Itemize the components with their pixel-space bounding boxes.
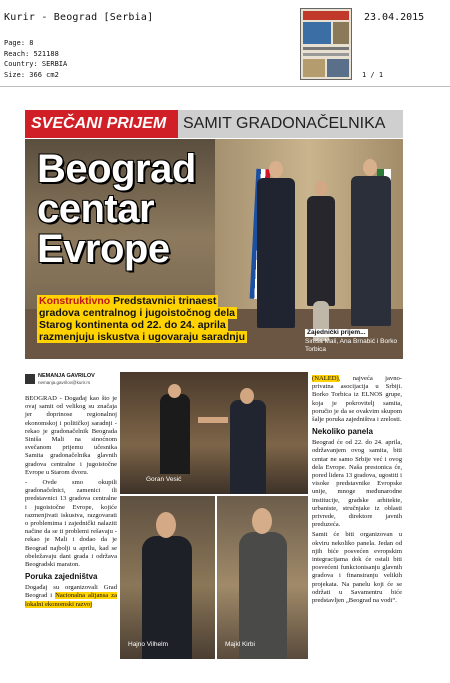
meta-size: Size: 366 cm2 (4, 70, 59, 79)
subheadline-lead: Konstruktivno (39, 295, 111, 307)
highlighted-text: Nacionalna alijansa za lokalni ekonomski razvoj (25, 592, 117, 608)
kicker-gray: SAMIT GRADONAČELNIKA (183, 115, 386, 132)
paragraph: Samit će biti organizovan u okviru nekoliko panela. Jedan od njih biće posvećen evropskim integracijama dok će ostali biti posvećeni funkcionisanju glavnih gradova i finansiranju velikih projekata. Na panelu koji će se održati u Savamentru biće predstavljen „Beograd na vodi“. (312, 531, 402, 605)
author-photo-icon (25, 374, 35, 384)
clip-source: Kurir - Beograd [Serbia] (4, 12, 154, 23)
subheadline-line: razmenjuju iskustva i ugovaraju saradnju (39, 331, 245, 343)
meta-country: Country: SERBIA (4, 60, 68, 68)
paragraph: Beograd će od 22. do 24. aprila, održavanjem ovog samita, biti centar ne samo Srbije već i ovog dela Evrope. Naša prestonica će, pored lidera 13 gradova, ugostiti i visoke predstavnike Evropske unije, mnoge međunarodne institucije, gradske arhitekte, urbaniste, stručnjake iz oblasti privrede, direktore javnih preduzeća. (312, 439, 402, 529)
headline-line: centar (37, 187, 155, 231)
paragraph-text: , najveća javno-privatna asocijacija u Srbiji. Borko Torbica iz ELNOS grupe, koja je pokrovitelj samita, poručio je da se ovakvim skupom šalje poruka zajedništva i zrelosti. (312, 375, 402, 424)
subheadline (37, 295, 287, 343)
photo-caption: Majkl Kirbi (225, 641, 255, 648)
paragraph: - Ovde smo okupili gradonačelnici, zamenici ili predstavnici 13 gradova centralne i jugoistočne Evrope, kojiće razmenjivati iskustva, razgovarati o problemima i zajednički nalaziti načine da se ti problemi rešavaju - rekao je Mali i dodao da je Beograd najbolji u aprilu, kad se obeležavaju dani grada i održava Beogradski maraton. (25, 479, 117, 569)
section-heading: Nekoliko panela (312, 427, 373, 437)
meta-reach: Reach: 521188 (4, 49, 59, 58)
paragraph-text: Događaj su organizovali Grad Beograd i (25, 584, 117, 600)
headline-line: Evrope (37, 227, 170, 271)
photo-caption: Hajno Vilhelm (128, 641, 168, 648)
clip-meta (4, 38, 67, 80)
kicker-red: SVEČANI PRIJEM (25, 110, 178, 138)
clip-date: 23.04.2015 (364, 12, 425, 23)
highlighted-text: (NALED) (312, 375, 339, 382)
meta-page: Page: 8 (4, 39, 34, 47)
subheadline-line: Starog kontinenta od 22. do 24. aprila (39, 319, 226, 331)
page-count: 1 / 1 (362, 71, 384, 79)
headline-line: Beograd (37, 147, 196, 191)
subheadline-line: gradova centralnog i jugoistočnog dela (39, 307, 236, 319)
subheadline-line: Predstavnici trinaest (110, 295, 217, 307)
hero-caption (305, 329, 401, 354)
section-heading: Poruka zajedništva (25, 572, 98, 582)
photo-caption: Goran Vesić (146, 476, 182, 483)
photo-portrait-left (120, 496, 215, 659)
left-column (25, 395, 117, 611)
byline-email: nemanja.gavrilov@kurir.rs (38, 380, 91, 385)
byline-name: NEMANJA GAVRILOV (38, 373, 95, 379)
paragraph: BEOGRAD - Događaj kao što je ovaj samit od velikog su značaja jer doprinose regionalnoj ekonomskoj i političkoj saradnji - rekao je gradonačelnik Beograda Siniša Mali na sinoćnom svečanom prijemu učesnika Samita gradonačelnika glavnih gradova centralne i jugoistočne Evrope u Starom dvoru. (25, 395, 117, 476)
hero-caption-text: Siniša Mali, Ana Brnabić i Borko Torbica (305, 338, 398, 353)
hero-photo (25, 139, 403, 359)
byline (25, 372, 117, 388)
hero-caption-title: Zajednički prijem... (307, 329, 366, 336)
paragraph (25, 584, 117, 609)
article-banner (25, 110, 403, 138)
photo-reception (120, 372, 308, 494)
header-divider (0, 86, 450, 87)
right-column (312, 375, 402, 607)
photo-portrait-right (217, 496, 308, 659)
page-thumbnail[interactable] (300, 8, 352, 80)
headline (37, 149, 196, 269)
paragraph (312, 375, 402, 424)
